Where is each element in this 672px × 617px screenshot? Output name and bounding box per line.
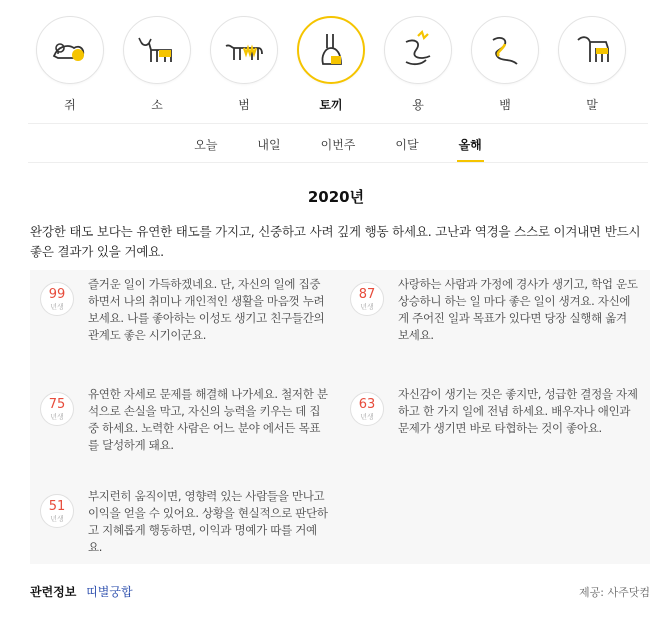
divider [28,123,648,124]
zodiac-label: 뱀 [499,98,511,112]
zodiac-item-horse[interactable] [558,16,626,113]
rabbit-icon [297,16,365,84]
zodiac-item-tiger[interactable] [210,16,278,113]
zodiac-item-dragon[interactable] [384,16,452,113]
content-provider: 제공: 사주닷컴 [579,586,650,599]
tab-today[interactable]: 오늘 [194,138,218,152]
tab-tomorrow[interactable]: 내일 [257,138,281,152]
divider [28,162,648,163]
zodiac-label: 쥐 [64,98,76,112]
fortune-text: 자신감이 생기는 것은 좋지만, 성급한 결정을 자제하고 한 가지 일에 전념 하세요. 배우자나 애인과 문제가 생기면 바로 타협하는 것이 좋아요. [398,387,638,435]
fortune-grid [30,270,650,564]
zodiac-label: 범 [238,98,250,112]
zodiac-compatibility-link[interactable]: 띠별궁합 [86,585,133,599]
birth-year-unit: 년생 [360,302,374,311]
zodiac-item-ox[interactable] [123,16,191,113]
ox-icon [123,16,191,84]
year-title: 2020년 [307,188,365,206]
zodiac-label: 소 [151,98,163,112]
tiger-icon [210,16,278,84]
birth-year: 75 [48,396,66,412]
dragon-icon [384,16,452,84]
fortune-text: 부지런히 움직이면, 영향력 있는 사람들을 만나고 이익을 얻을 수 있어요. 상황을 현실적으로 판단하고 지혜롭게 행동하면, 이익과 명예가 따를 거예요. [88,489,328,554]
birth-year-unit: 년생 [360,412,374,421]
birth-year: 99 [48,286,66,302]
birth-year: 87 [358,286,376,302]
fortune-text: 즐거운 일이 가득하겠네요. 단, 자신의 일에 집중하면서 나의 취미나 개인적인 생활을 마음껏 누려 보세요. 나를 좋아하는 이성도 생기고 친구들간의 관계도 좋은 시기이군요. [88,277,325,342]
birth-year-badge [40,282,74,316]
birth-year: 63 [358,396,376,412]
zodiac-item-rat[interactable] [36,16,104,113]
fortune-text: 사랑하는 사람과 가정에 경사가 생기고, 학업 운도 상승하니 하는 일 마다 좋은 일이 생겨요. 자신에게 주어진 일과 목표가 있다면 당장 실행해 옮겨 보세요. [398,277,638,342]
fortune-summary: 완강한 태도 보다는 유연한 태도를 가지고, 신중하고 사려 깊게 행동 하세요. 고난과 역경을 스스로 이겨내면 반드시 좋은 결과가 있을 거예요. [30,224,641,259]
birth-year: 51 [48,498,66,514]
birth-year-badge [350,282,384,316]
horse-icon [558,16,626,84]
birth-year-unit: 년생 [50,514,64,523]
period-tabs [28,130,648,162]
birth-year-badge [40,392,74,426]
rat-icon [36,16,104,84]
birth-year-unit: 년생 [50,302,64,311]
zodiac-label: 말 [586,98,598,112]
related-info-label: 관련정보 [30,585,77,599]
birth-year-badge [350,392,384,426]
related-info [30,583,133,600]
tab-this-week[interactable]: 이번주 [320,138,356,152]
birth-year-unit: 년생 [50,412,64,421]
snake-icon [471,16,539,84]
tab-this-month[interactable]: 이달 [395,138,419,152]
tab-this-year[interactable]: 올해 [459,130,482,162]
zodiac-selector [36,16,626,113]
zodiac-label: 용 [412,98,424,112]
birth-year-badge [40,494,74,528]
zodiac-item-rabbit[interactable] [297,16,365,113]
fortune-text: 유연한 자세로 문제를 해결해 나가세요. 철저한 분석으로 손실을 막고, 자신의 능력을 키우는 데 집중 하세요. 노력한 사람은 어느 분야 에서든 목표를 달성하게 돼요. [88,387,328,452]
zodiac-label: 토끼 [319,98,343,112]
zodiac-item-snake[interactable] [471,16,539,113]
